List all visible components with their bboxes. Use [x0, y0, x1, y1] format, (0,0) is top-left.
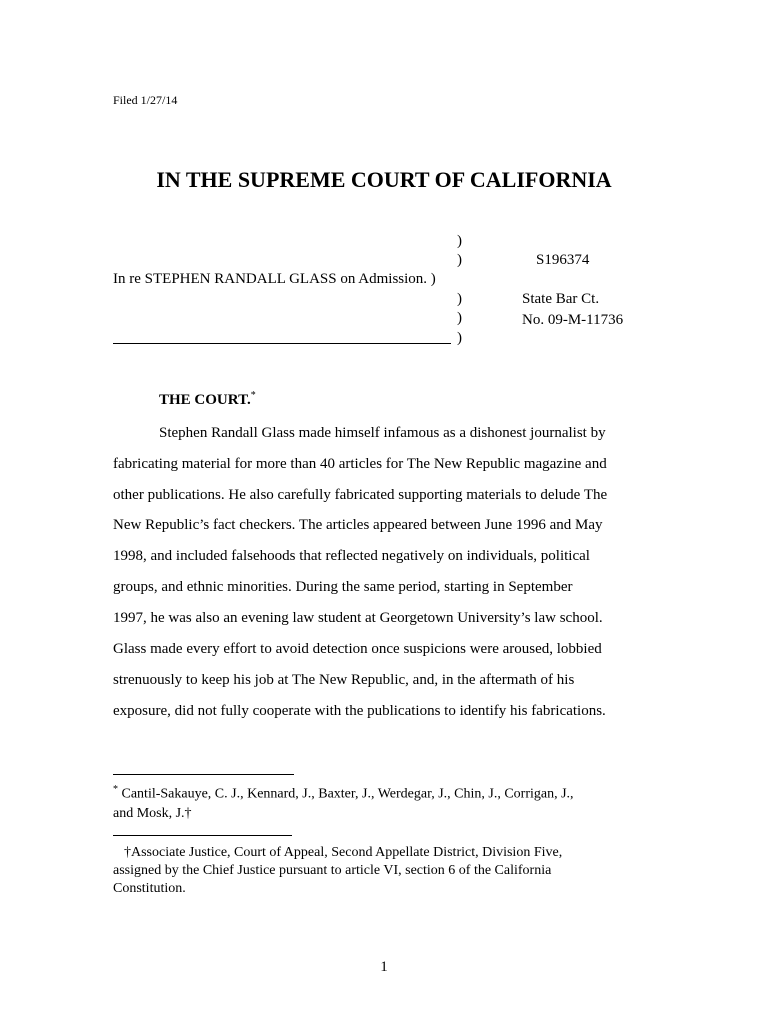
body-line: fabricating material for more than 40 articles for The New Republic magazine and — [113, 456, 607, 472]
body-line: Stephen Randall Glass made himself infamous as a dishonest journalist by — [159, 425, 606, 441]
footnote-star-line: and Mosk, J.† — [113, 806, 192, 821]
body-line: strenuously to keep his job at The New Republic, and, in the aftermath of his — [113, 672, 575, 688]
caption-paren: ) — [457, 291, 462, 307]
footnote-star-text: Cantil-Sakauye, C. J., Kennard, J., Baxter, J., Werdegar, J., Chin, J., Corrigan, J., — [118, 786, 574, 802]
footnote-dagger-line: Constitution. — [113, 881, 186, 896]
footnote-separator — [113, 774, 294, 775]
body-line: exposure, did not fully cooperate with the publications to identify his fabrications. — [113, 703, 606, 719]
footnote-dagger-line: †Associate Justice, Court of Appeal, Second Appellate District, Division Five, — [124, 845, 563, 860]
opinion-heading — [159, 390, 256, 409]
caption-paren: ) — [457, 233, 462, 249]
footnote-marker: * — [250, 390, 256, 401]
opinion-heading-text: THE COURT. — [159, 392, 251, 408]
footnote-separator — [113, 835, 292, 836]
case-caption: In re STEPHEN RANDALL GLASS on Admission. ) — [113, 271, 436, 287]
caption-underline — [113, 343, 451, 344]
body-line: New Republic’s fact checkers. The articles appeared between June 1996 and May — [113, 517, 603, 533]
body-line: other publications. He also carefully fabricated supporting materials to delude The — [113, 487, 608, 503]
state-bar-court-label: State Bar Ct. — [522, 291, 600, 307]
filed-date: Filed 1/27/14 — [113, 93, 178, 107]
footnote-dagger-line: assigned by the Chief Justice pursuant to article VI, section 6 of the California — [113, 863, 552, 878]
body-line: 1997, he was also an evening law student at Georgetown University’s law school. — [113, 610, 603, 626]
body-line: groups, and ethnic minorities. During the same period, starting in September — [113, 579, 573, 595]
page-number: 1 — [380, 959, 388, 975]
footnote-star-mark: * — [113, 784, 118, 795]
caption-paren: ) — [457, 330, 462, 346]
body-line: 1998, and included falsehoods that reflected negatively on individuals, political — [113, 548, 590, 564]
caption-paren: ) — [457, 310, 462, 326]
case-number: S196374 — [536, 252, 590, 268]
state-bar-case-number: No. 09-M-11736 — [522, 312, 624, 328]
footnote-star-line — [113, 784, 574, 803]
body-line: Glass made every effort to avoid detection once suspicions were aroused, lobbied — [113, 641, 602, 657]
court-title: IN THE SUPREME COURT OF CALIFORNIA — [156, 167, 612, 192]
caption-paren: ) — [457, 252, 462, 268]
